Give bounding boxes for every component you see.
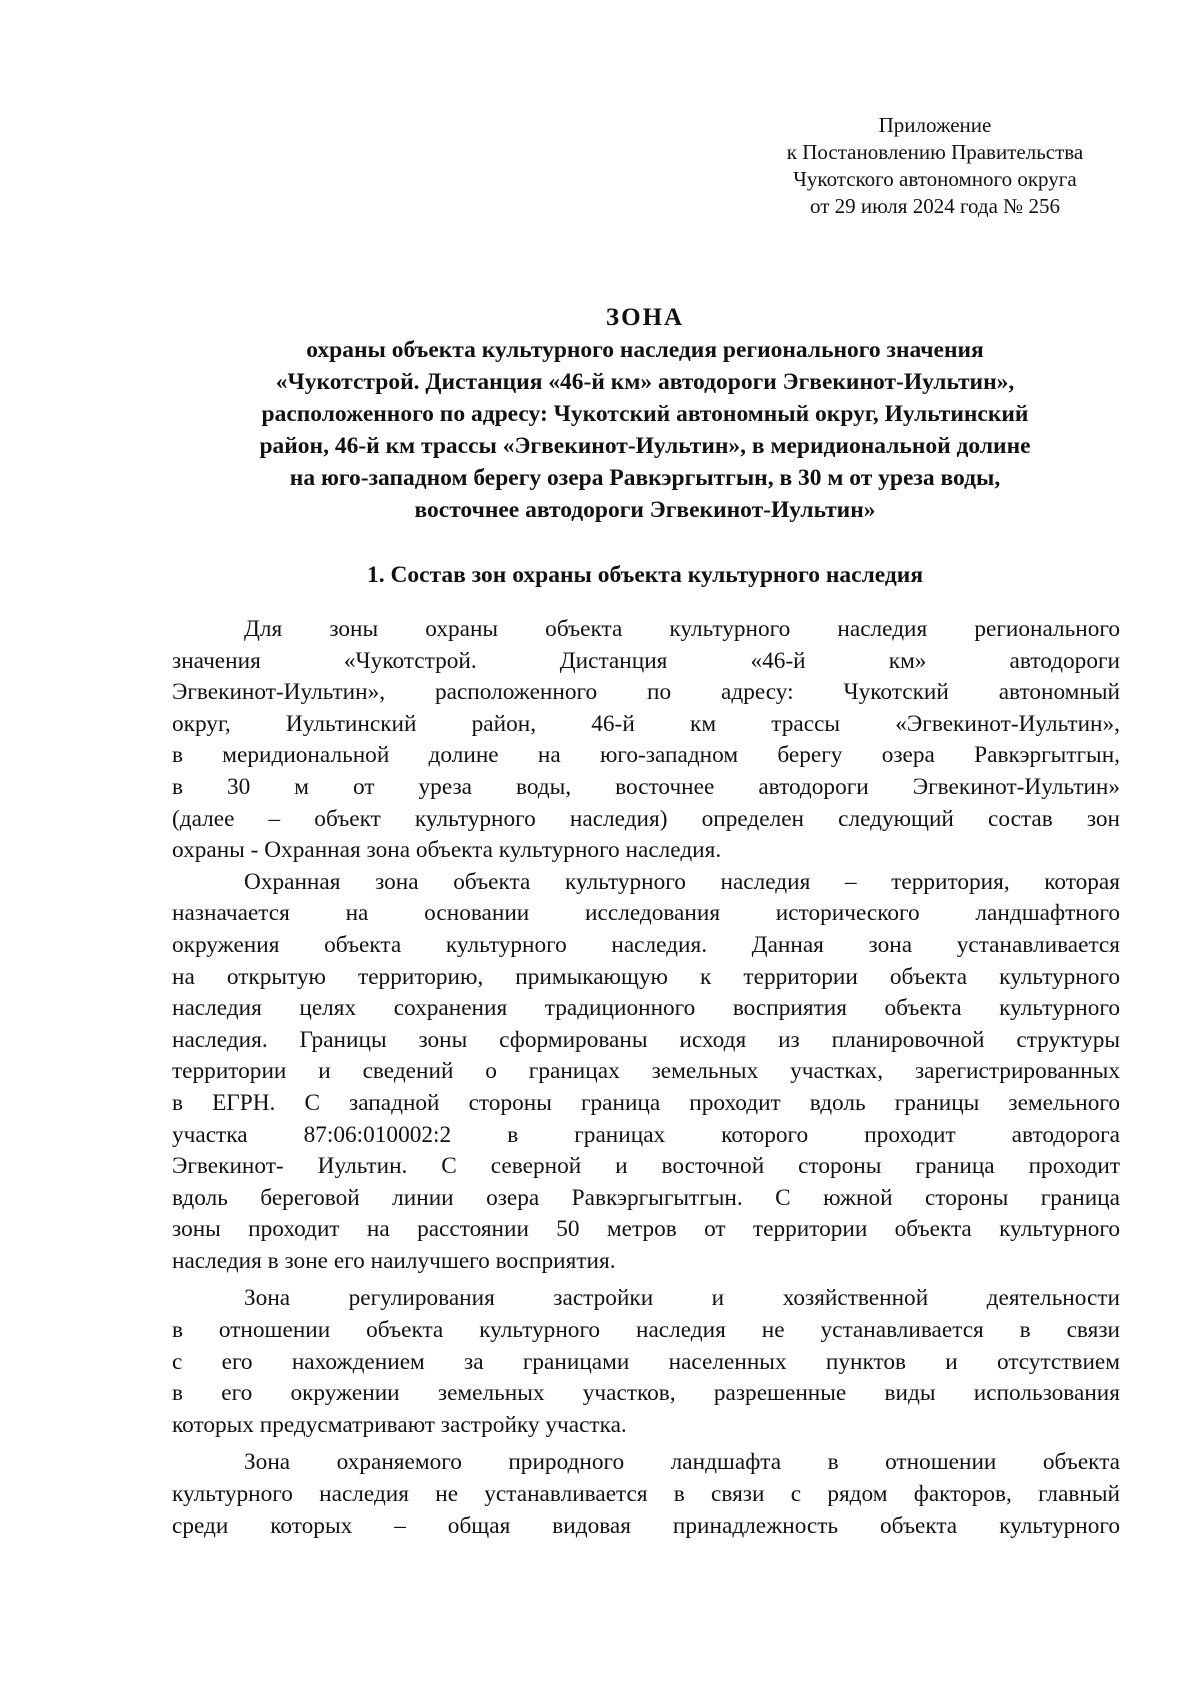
- text-line: наследия в зоне его наилучшего восприятия.: [172, 1247, 616, 1274]
- text-line: в ЕГРН. С западной стороны граница проходит вдоль границы земельного: [172, 1089, 1120, 1116]
- text-line: участка 87:06:010002:2 в границах которого проходит автодорога: [172, 1121, 1120, 1148]
- title-line: охраны объекта культурного наследия регионального значения: [306, 337, 984, 363]
- text-line: наследия целях сохранения традиционного восприятия объекта культурного: [172, 995, 1120, 1022]
- appendix-line: к Постановлению Правительства: [786, 140, 1084, 164]
- text-line: территории и сведений о границах земельных участках, зарегистрированных: [172, 1058, 1120, 1085]
- text-line: Зона регулирования застройки и хозяйственной деятельности: [244, 1285, 1120, 1312]
- text-line: (далее – объект культурного наследия) определен следующий состав зон: [172, 805, 1120, 832]
- section-heading: 1. Состав зон охраны объекта культурного наследия: [366, 562, 924, 588]
- text-line: которых предусматривают застройку участка.: [172, 1411, 627, 1438]
- text-line: на открытую территорию, примыкающую к территории объекта культурного: [172, 963, 1120, 990]
- text-line: в отношении объекта культурного наследия не устанавливается в связи: [172, 1317, 1120, 1344]
- text-line: охраны - Охранная зона объекта культурного наследия.: [172, 837, 722, 864]
- text-line: с его нахождением за границами населенных пунктов и отсутствием: [172, 1348, 1120, 1375]
- text-line: Зона охраняемого природного ландшафта в отношении объекта: [244, 1449, 1120, 1476]
- paragraph: [172, 1283, 1120, 1441]
- paragraph: [172, 867, 1120, 1278]
- text-line: назначается на основании исследования исторического ландшафтного: [172, 900, 1120, 927]
- text-line: среди которых – общая видовая принадлежность объекта культурного: [172, 1512, 1120, 1539]
- text-line: Эгвекинот- Иультин. С северной и восточной стороны граница проходит: [172, 1153, 1120, 1180]
- text-line: зоны проходит на расстоянии 50 метров от территории объекта культурного: [172, 1216, 1120, 1243]
- text-line: культурного наследия не устанавливается в связи с рядом факторов, главный: [172, 1481, 1120, 1508]
- text-line: округ, Иультинский район, 46-й км трассы «Эгвекинот-Иультин»,: [172, 710, 1120, 737]
- appendix-header: [760, 112, 1110, 220]
- appendix-line: от 29 июля 2024 года № 256: [810, 194, 1060, 218]
- title-line: расположенного по адресу: Чукотский автономный округ, Иультинский: [261, 401, 1029, 427]
- appendix-line: Чукотского автономного округа: [793, 167, 1077, 191]
- text-line: Для зоны охраны объекта культурного наследия регионального: [244, 616, 1120, 642]
- text-line: окружения объекта культурного наследия. Данная зона устанавливается: [172, 931, 1120, 958]
- text-line: в 30 м от уреза воды, восточнее автодороги Эгвекинот-Иультин»: [172, 773, 1120, 800]
- text-line: вдоль береговой линии озера Равкэргыгытгын. С южной стороны граница: [172, 1184, 1120, 1211]
- body-text: [172, 614, 1120, 1542]
- paragraph: [172, 1447, 1120, 1542]
- text-line: Эгвекинот-Иультин», расположенного по адресу: Чукотский автономный: [172, 679, 1120, 706]
- title-line: «Чукотстрой. Дистанция «46-й км» автодороги Эгвекинот-Иультин»,: [275, 369, 1015, 395]
- text-line: значения «Чукотстрой. Дистанция «46-й км» автодороги: [172, 647, 1120, 674]
- appendix-line: Приложение: [878, 113, 992, 137]
- text-line: в меридиональной долине на юго-западном берегу озера Равкэргытгын,: [172, 742, 1120, 769]
- text-line: в его окружении земельных участков, разрешенные виды использования: [172, 1380, 1120, 1407]
- document-title: [170, 302, 1120, 526]
- paragraph: [172, 614, 1120, 867]
- text-line: наследия. Границы зоны сформированы исходя из планировочной структуры: [172, 1026, 1120, 1053]
- title-line: на юго-западном берегу озера Равкэргытгын, в 30 м от уреза воды,: [289, 465, 1001, 491]
- title-line: восточнее автодороги Эгвекинот-Иультин»: [414, 497, 876, 523]
- title-main: ЗОНА: [605, 304, 685, 331]
- title-line: район, 46-й км трассы «Эгвекинот-Иультин», в меридиональной долине: [259, 433, 1031, 459]
- text-line: Охранная зона объекта культурного наследия – территория, которая: [244, 868, 1120, 895]
